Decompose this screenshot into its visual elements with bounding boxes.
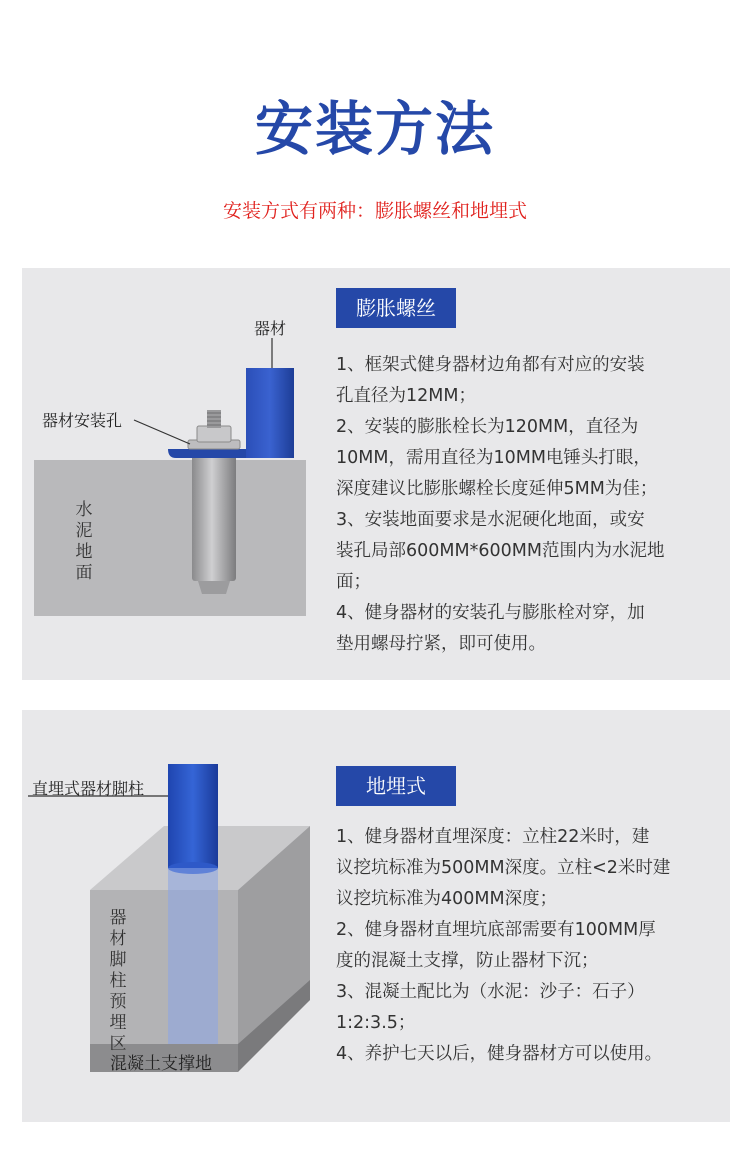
instruction-line: 议挖坑标准为500MM深度。立柱<2米时建 bbox=[336, 858, 671, 878]
expansion-bolt-tag: 膨胀螺丝 bbox=[336, 288, 456, 328]
buried-post bbox=[168, 764, 218, 868]
bolt-tip bbox=[198, 581, 230, 594]
instruction-line: 垫用螺母拧紧，即可使用。 bbox=[336, 634, 546, 654]
direct-burial-panel bbox=[22, 710, 730, 1122]
instruction-line: 1、健身器材直埋深度：立柱22米时，建 bbox=[336, 827, 650, 847]
equipment-label: 器材 bbox=[254, 319, 287, 338]
instruction-line: 装孔局部600MM*600MM范围内为水泥地 bbox=[336, 541, 665, 561]
instruction-line: 3、安装地面要求是水泥硬化地面，或安 bbox=[336, 510, 645, 530]
hole-leader bbox=[134, 420, 190, 444]
instruction-line: 2、健身器材直埋坑底部需要有100MM厚 bbox=[336, 920, 656, 940]
instruction-line: 10MM，需用直径为10MM电锤头打眼， bbox=[336, 448, 651, 468]
nut bbox=[197, 426, 231, 442]
instruction-line: 深度建议比膨胀螺栓长度延伸5MM为佳； bbox=[336, 479, 658, 499]
expansion-bolt-instructions bbox=[336, 350, 726, 660]
instruction-line: 4、养护七天以后，健身器材方可以使用。 bbox=[336, 1044, 663, 1064]
direct-burial-tag: 地埋式 bbox=[336, 766, 456, 806]
page-subtitle: 安装方式有两种：膨胀螺丝和地埋式 bbox=[222, 200, 527, 222]
page-title: 安装方法 bbox=[254, 95, 495, 163]
instruction-line: 面； bbox=[336, 572, 371, 592]
instruction-line: 议挖坑标准为400MM深度； bbox=[336, 889, 558, 909]
bolt-body bbox=[192, 453, 236, 581]
instruction-line: 2、安装的膨胀栓长为120MM，直径为 bbox=[336, 417, 639, 437]
instruction-line: 1、框架式健身器材边角都有对应的安装 bbox=[336, 355, 645, 375]
instruction-line: 3、混凝土配比为（水泥：沙子：石子） bbox=[336, 982, 645, 1002]
reserved-zone-label: 器材脚柱预埋区 bbox=[109, 908, 127, 1054]
mounting-hole-label: 器材安装孔 bbox=[42, 411, 123, 430]
instruction-line: 度的混凝土支撑，防止器材下沉； bbox=[336, 951, 599, 971]
cement-ground-label: 水泥地面 bbox=[75, 500, 93, 583]
equipment-post bbox=[246, 368, 294, 458]
instruction-line: 4、健身器材的安装孔与膨胀栓对穿，加 bbox=[336, 603, 645, 623]
instruction-line: 孔直径为12MM； bbox=[336, 386, 476, 406]
expansion-bolt-panel bbox=[22, 268, 730, 680]
buried-post-underground bbox=[168, 868, 218, 1044]
instruction-line: 1:2:3.5； bbox=[336, 1013, 416, 1033]
direct-burial-instructions bbox=[336, 822, 726, 1070]
buried-post-label: 直埋式器材脚柱 bbox=[32, 779, 145, 798]
concrete-base-label: 混凝土支撑地 bbox=[110, 1054, 212, 1074]
